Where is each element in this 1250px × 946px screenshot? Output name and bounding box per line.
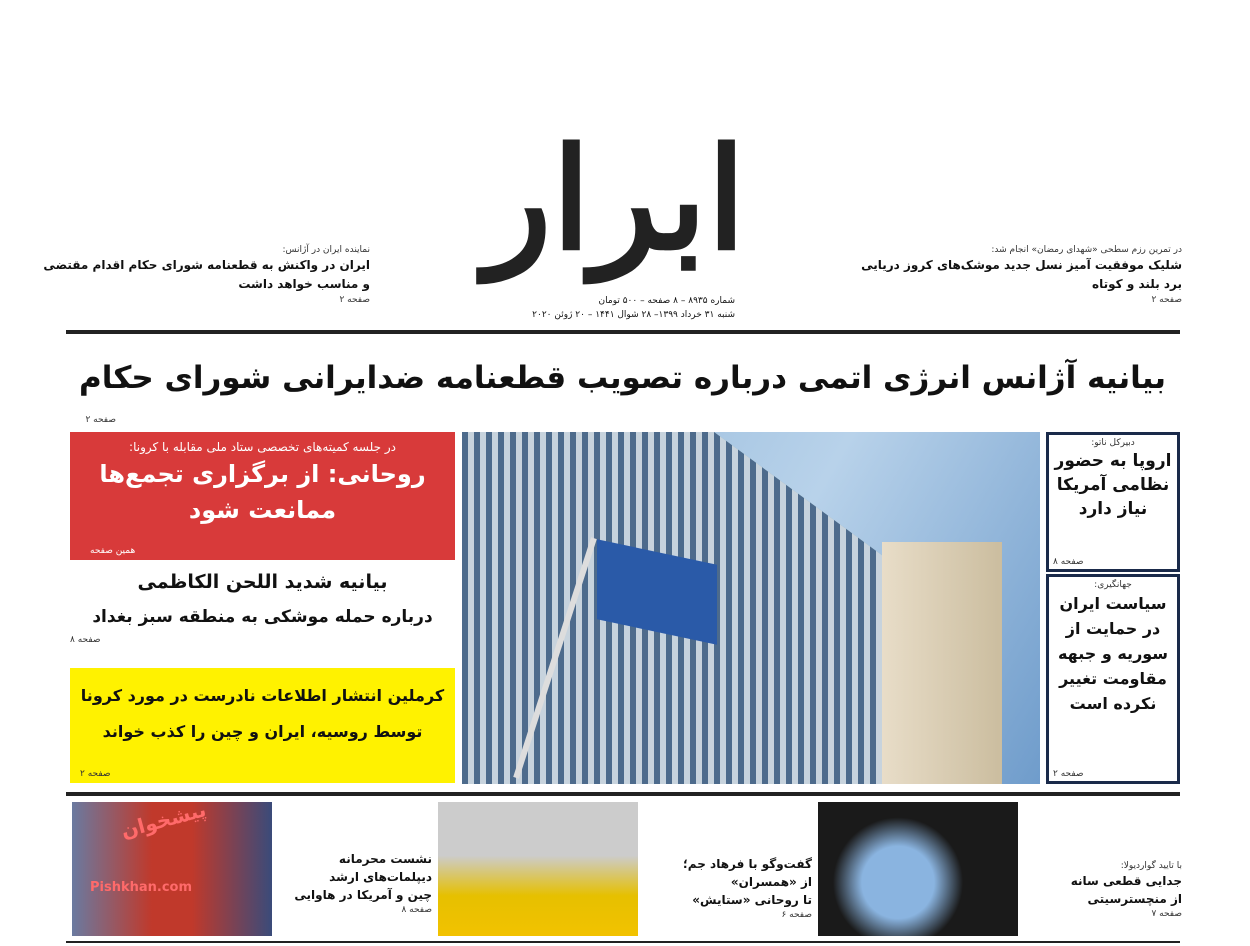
date-line: شنبه ۳۱ خرداد ۱۳۹۹– ۲۸ شوال ۱۴۴۱ – ۲۰ ژوئن ۲۰۲۰: [532, 310, 735, 320]
watermark-fa: پیشخوان: [118, 797, 209, 843]
red-story-box[interactable]: [70, 432, 455, 560]
story-title-2: دیپلمات‌های ارشد: [329, 870, 432, 884]
story-title: کرملین انتشار اطلاعات نادرست در مورد کرونا: [80, 686, 445, 705]
story-title-3: چین و آمریکا در هاوایی: [294, 888, 432, 902]
story-title: جدایی قطعی سانه: [1070, 874, 1182, 888]
story-title-2: از «همسران»: [730, 875, 812, 889]
story-title: شلیک موفقیت آمیز نسل جدید موشک‌های کروز دریایی: [861, 258, 1182, 272]
page-ref: صفحه ۲: [339, 295, 370, 305]
bottom-story-1[interactable]: [276, 850, 432, 916]
masthead-logo: ابرار: [484, 118, 746, 282]
kazimi-story[interactable]: [70, 564, 455, 646]
story-title: نشست محرمانه: [338, 852, 432, 866]
story-title-3: تا روحانی «ستایش»: [692, 893, 812, 907]
story-title-2: توسط روسیه، ایران و چین را کذب خواند: [102, 722, 423, 741]
watermark-en: Pishkhan.com: [90, 880, 193, 895]
page-ref: صفحه ۲: [85, 415, 116, 425]
story-title: ایران در واکنش به قطعنامه شورای حکام اقدام مقتضی: [43, 258, 370, 272]
issue-info: [470, 294, 735, 322]
story-title-2: از منچسترسیتی: [1087, 892, 1182, 906]
story-title: گفت‌وگو با فرهاد جم؛: [683, 857, 812, 871]
issue-line: شماره ۸۹۳۵ – ۸ صفحه – ۵۰۰ تومان: [598, 296, 735, 306]
page-ref: صفحه ۲: [1053, 769, 1084, 779]
photo-leroy-sane: [818, 802, 1018, 936]
story-title: روحانی: از برگزاری تجمع‌ها: [99, 460, 426, 488]
kicker: جهانگیری:: [1094, 580, 1132, 590]
story-title: اروپا به حضور نظامی آمریکا نیاز دارد: [1054, 451, 1172, 519]
page-ref: صفحه ۲: [80, 769, 111, 779]
photo-farhad-jam: [438, 802, 638, 936]
kicker: با تایید گواردیولا:: [1120, 861, 1182, 871]
page-ref: صفحه ۲: [1151, 295, 1182, 305]
page-ref: صفحه ۸: [70, 635, 101, 645]
kicker: در تمرین رزم سطحی «شهدای رمضان» انجام شد:: [991, 245, 1182, 255]
yellow-story-box[interactable]: [70, 668, 455, 783]
top-right-story[interactable]: [850, 244, 1182, 306]
page-ref: همین صفحه: [90, 546, 136, 556]
kicker: نماینده ایران در آژانس:: [282, 245, 370, 255]
side-box-nato[interactable]: [1046, 432, 1180, 572]
page-ref: صفحه ۷: [1151, 909, 1182, 919]
story-title: بیانیه شدید اللحن الکاظمی: [137, 571, 388, 593]
page-ref: صفحه ۶: [781, 910, 812, 920]
side-box-jahangiri[interactable]: [1046, 574, 1180, 784]
kicker: دبیرکل ناتو:: [1091, 438, 1135, 448]
divider: [66, 330, 1180, 334]
bottom-story-2[interactable]: [642, 855, 812, 921]
story-title-2: ممانعت شود: [188, 496, 337, 524]
kicker: در جلسه کمیته‌های تخصصی ستاد ملی مقابله با کرونا:: [129, 440, 396, 454]
story-title-2: درباره حمله موشکی به منطقه سبز بغداد: [92, 607, 433, 627]
main-headline[interactable]: بیانیه آژانس انرژی اتمی درباره تصویب قطعنامه ضدایرانی شورای حکام: [78, 360, 1167, 396]
divider: [66, 941, 1180, 943]
story-title-2: برد بلند و کوتاه: [1092, 277, 1182, 291]
top-left-story[interactable]: [40, 244, 370, 306]
main-photo-iaea-building: [462, 432, 1040, 784]
page-ref: صفحه ۸: [401, 905, 432, 915]
bottom-story-3[interactable]: [1022, 860, 1182, 920]
page-ref: صفحه ۸: [1053, 557, 1084, 567]
divider: [66, 792, 1180, 796]
story-title: سیاست ایران در حمایت از سوریه و جبهه مقاومت تغییر نکرده است: [1057, 594, 1169, 713]
story-title-2: و مناسب خواهد داشت: [238, 277, 370, 291]
